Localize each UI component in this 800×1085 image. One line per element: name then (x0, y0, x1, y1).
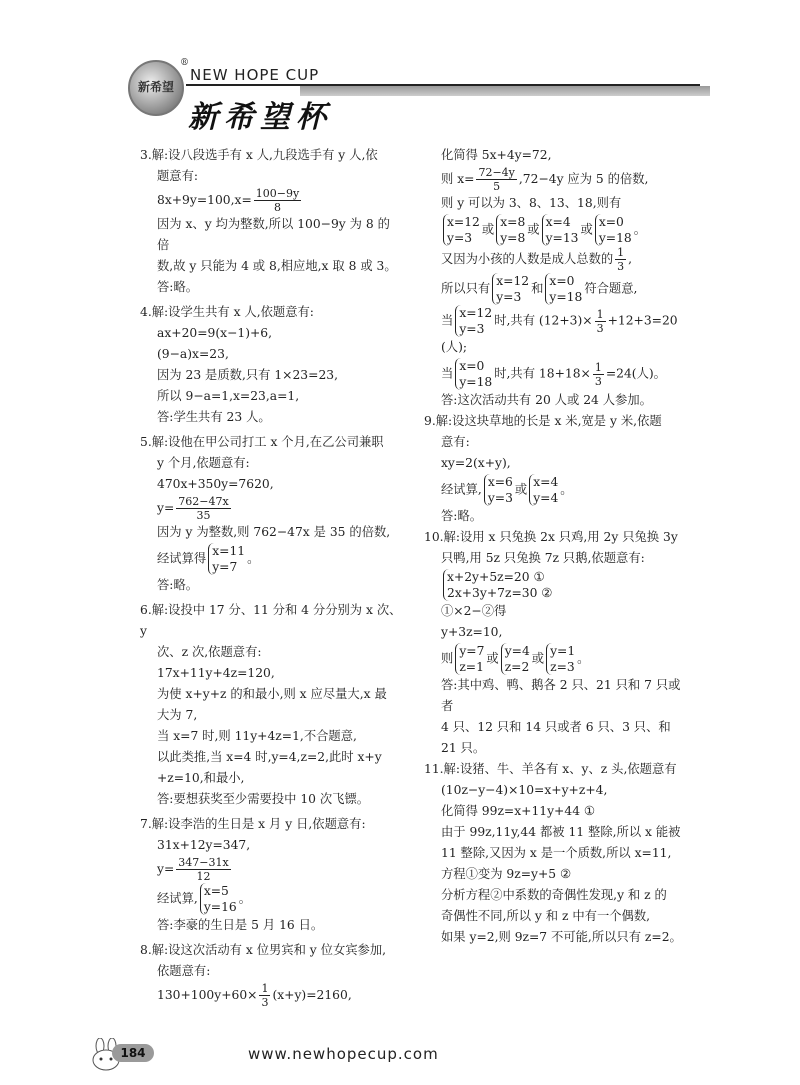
page-header (0, 0, 800, 140)
left-column (140, 145, 402, 1009)
solution-4: 4.解:设学生共有 x 人,依题意有: ax+20=9(x−1)+6, (9−a)x=23, 因为 23 是质数,只有 1×23=23, 所以 9−a=1,x=23,a=1, 答:学生共有 23 人。 (140, 305, 338, 424)
solution-10: 10.解:设用 x 只兔换 2x 只鸡,用 2y 只兔换 3y 只鸭,用 5z 只兔换 7z 只鹅,依题意有: x+2y+5z=20 ① 2x+3y+7z=30 ② ①×2−②得 y+3z=10, 则 y=7 z=1 或 y=4 z=2 或 y=1 z=3 。 答:其中鸡、鸭、鹅各 2 只、21 只和 7 只或者 4 只、12 只和 14 只或者 6 只、3 只、和 21 只。 (424, 530, 681, 755)
solution-3: 3.解:设八段选手有 x 人,九段选手有 y 人,依 题意有: 8x+9y=100,x= $\frac{100-9y}{8}$ 因为 x、y 均为整数,所以 100−9y 为 8 的倍 数,故 y 只能为 4 或 8,相应地,x 取 8 或 3。 答:略。 (140, 148, 397, 294)
registered-mark: ® (180, 58, 189, 68)
solution-8-start: 8.解:设这次活动有 x 位男宾和 y 位女宾参加, 依题意有: 130+100y+60× $\frac{1}{3}$ (x+y)=2160, (140, 943, 387, 1009)
solution-8-continued: 化简得 5x+4y=72, 则 x= $\frac{72-4y}{5}$ ,72−4y 应为 5 的倍数, 则 y 可以为 3、8、13、18,则有 x=12 y=3 或 x=8 y=8 或 x=4 y=13 或 x=0 y=18 。 又因为小孩的人数是成人总数的 $\frac{1}{3}$ , 所以只有 x=12 y=3 和 x=0 y=18 符合题意, 当 x=12 y=3 时,共有 (12+3)× $\frac{1}{3}$ +12+3=20 (人); 当 x=0 y=18 时,共有 18+18× $\frac{1}{3}$ =24(人)。 答:这次活动共有 20 人或 24 人参加。 (441, 148, 678, 407)
website-url: www.newhopecup.com (248, 1045, 439, 1063)
solution-5: 5.解:设他在甲公司打工 x 个月,在乙公司兼职 y 个月,依题意有: 470x+350y=7620, y= $\frac{762-47x}{35}$ 因为 y 为整数,则 762−47x 是 35 的倍数, 经试算得 x=11 y=7 。 答:略。 (140, 435, 391, 592)
solution-9: 9.解:设这块草地的长是 x 米,宽是 y 米,依题 意有: xy=2(x+y), 经试算, x=6 y=3 或 x=4 y=4 。 答:略。 (424, 414, 662, 523)
page-number: 184 (112, 1044, 154, 1062)
solution-11: 11.解:设猪、牛、羊各有 x、y、z 头,依题意有 (10z−y−4)×10=x+y+z+4, 化简得 99z=x+11y+44 ① 由于 99z,11y,44 都被 11 整除,所以 x 能被 11 整除,又因为 x 是一个质数,所以 x=11, 方程①变为 9z=y+5 ② 分析方程②中系数的奇偶性发现,y 和 z 的 奇偶性不同,所以 y 和 z 中有一个偶数, 如果 y=2,则 9z=7 不可能,所以只有 z=2。 (424, 762, 682, 944)
logo-emblem: 新希望 (128, 60, 184, 116)
solution-7: 7.解:设李浩的生日是 x 月 y 日,依题意有: 31x+12y=347, y= $\frac{347-31x}{12}$ 经试算, x=5 y=16 。 答:李豪的生日是 5 月 16 日。 (140, 817, 366, 932)
header-bar (300, 86, 710, 96)
solution-6: 6.解:设投中 17 分、11 分和 4 分分别为 x 次、y 次、z 次,依题意有: 17x+11y+4z=120, 为使 x+y+z 的和最小,则 x 应尽量大,x 最 大为 7, 当 x=7 时,则 11y+4z=1,不合题意, 以此类推,当 x=4 时,y=4,z=2,此时 x+y +z=10,和最小, 答:要想获奖至少需要投中 10 次飞镖。 (140, 603, 402, 806)
english-title: NEW HOPE CUP (190, 66, 320, 84)
chinese-title: 新希望杯 (188, 100, 332, 135)
right-column (424, 145, 688, 948)
